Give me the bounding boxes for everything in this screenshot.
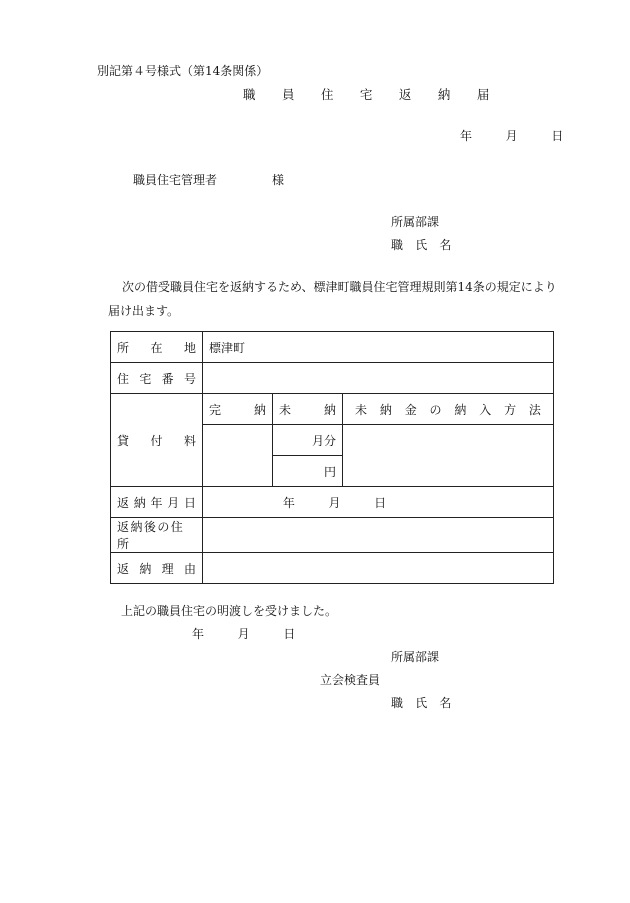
applicant-name-label: 職 氏 名 [391, 238, 456, 252]
body-text: 次の借受職員住宅を返納するため、標津町職員住宅管理規則第14条の規定により届け出ます。 [108, 280, 557, 318]
receipt-text: 上記の職員住宅の明渡しを受けました。 [121, 604, 338, 618]
return-year: 年 [282, 495, 295, 510]
reason-label-cell: 返 納 理 由 [111, 553, 203, 584]
new-address-label: 返納後の住所 [117, 520, 185, 551]
location-row [111, 332, 554, 363]
receipt-date [192, 627, 295, 641]
applicant-dept-label: 所属部課 [391, 215, 440, 229]
unpaid-label-cell: 未 納 [273, 394, 343, 425]
paid-value-cell[interactable] [203, 425, 273, 487]
new-address-value-cell[interactable] [203, 518, 554, 553]
location-value-cell[interactable] [203, 332, 554, 363]
method-label-cell: 未 納 金 の 納 入 方 法 [343, 394, 554, 425]
reason-value-cell[interactable] [203, 553, 554, 584]
new-address-row [111, 518, 554, 553]
return-form-table [110, 331, 554, 584]
return-month: 月 [328, 495, 341, 510]
receipt-year: 年 [192, 627, 205, 641]
method-value-cell[interactable] [343, 425, 554, 487]
receipt-month: 月 [237, 627, 250, 641]
location-label-cell: 所 在 地 [111, 332, 203, 363]
rent-header-row [111, 394, 554, 425]
number-value-cell[interactable] [203, 363, 554, 394]
reason-row [111, 553, 554, 584]
return-date-label-cell: 返 納 年 月 日 [111, 487, 203, 518]
addressee-honorific: 様 [272, 173, 285, 187]
day-label: 日 [551, 129, 564, 143]
return-day: 日 [374, 495, 387, 510]
rent-label-cell: 貸 付 料 [111, 394, 203, 487]
return-date-value-cell[interactable] [203, 487, 554, 518]
year-label: 年 [460, 129, 473, 143]
receipt-day: 日 [283, 627, 296, 641]
location-value: 標津町 [209, 340, 246, 355]
month-label: 月 [505, 129, 518, 143]
addressee-name: 職員住宅管理者 [133, 173, 218, 187]
number-label-cell: 住 宅 番 号 [111, 363, 203, 394]
number-row [111, 363, 554, 394]
months-unit: 月分 [311, 433, 336, 448]
inspector-label: 立会検査員 [320, 673, 381, 687]
document-title: 職 員 住 宅 返 納 届 [243, 87, 501, 102]
paid-label-cell: 完 納 [203, 394, 273, 425]
return-date-row [111, 487, 554, 518]
receipt-name-label: 職 氏 名 [391, 696, 456, 710]
yen-cell[interactable] [273, 456, 343, 487]
new-address-label-cell [111, 518, 203, 553]
date-line [460, 129, 563, 143]
months-cell[interactable] [273, 425, 343, 456]
form-reference: 別記第４号様式（第14条関係） [97, 64, 269, 78]
yen-unit: 円 [323, 464, 336, 479]
receipt-dept-label: 所属部課 [391, 650, 440, 664]
